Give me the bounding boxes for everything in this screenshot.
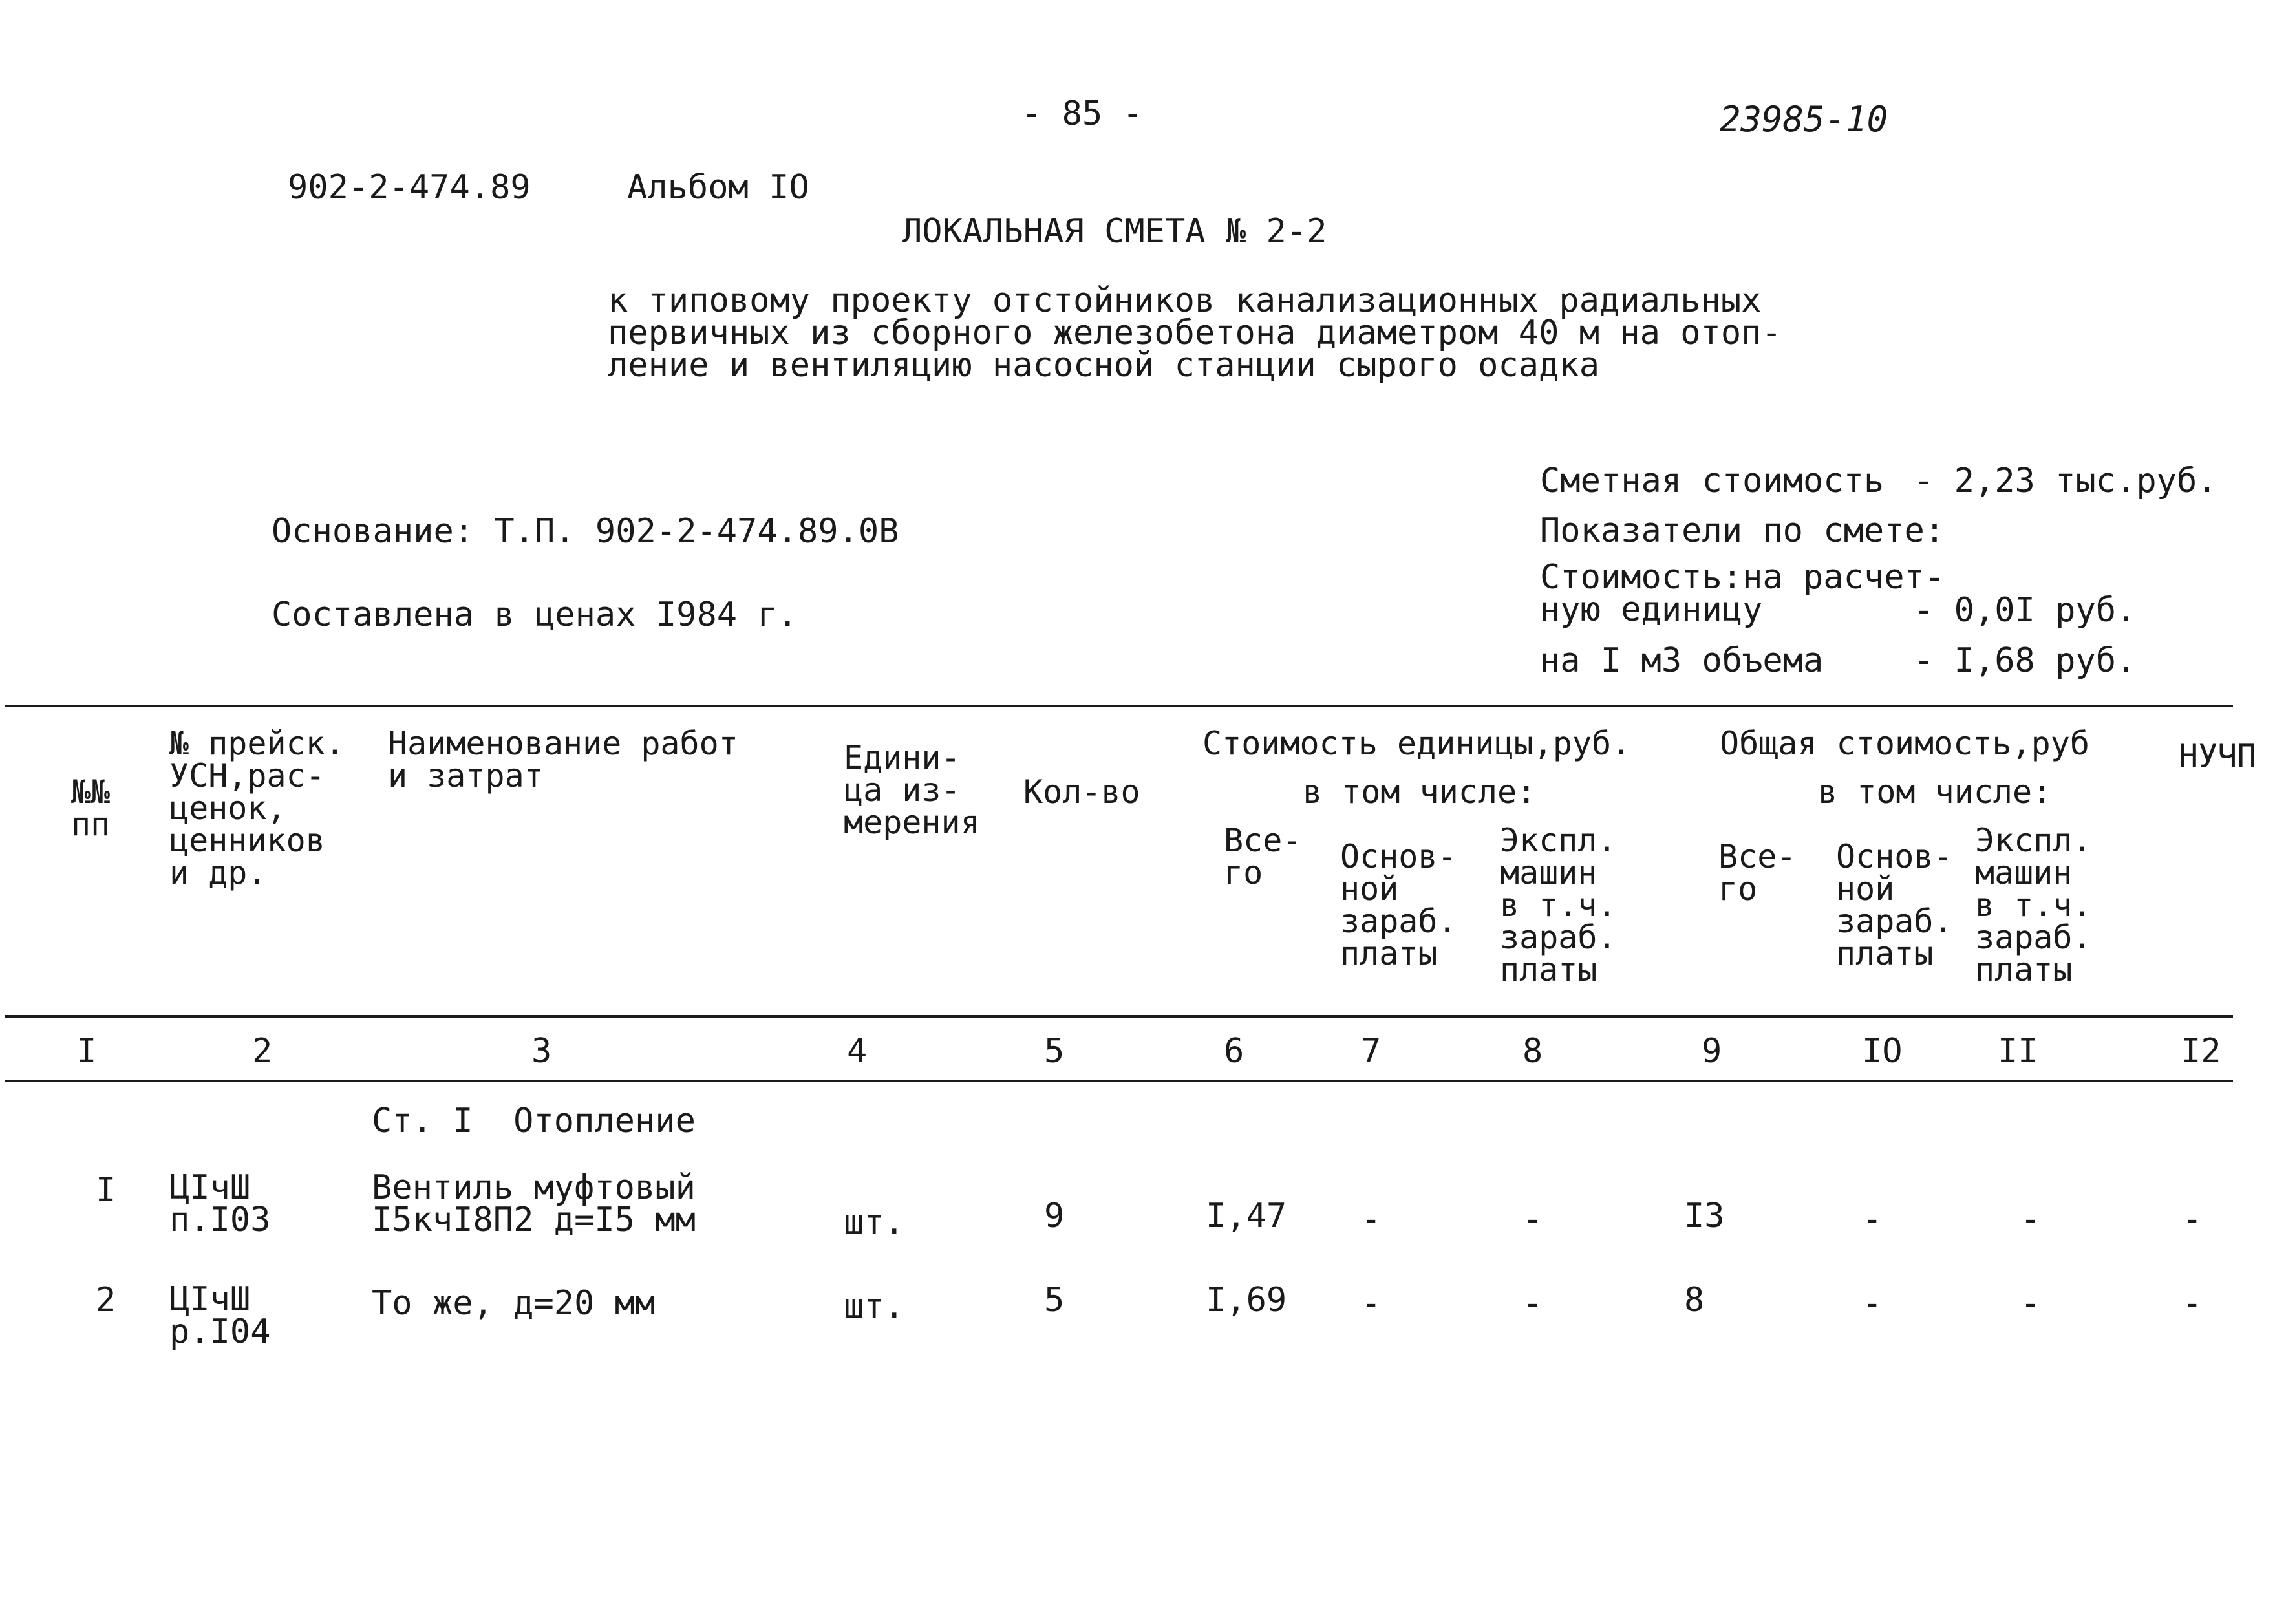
- row-price-ref: ЦIчШ р.I04: [169, 1280, 271, 1351]
- unit-cost-label: Стоимость:на расчет- ную единицу: [1540, 558, 1945, 629]
- column-number: 9: [1702, 1032, 1722, 1071]
- header-quantity: Кол-во: [1023, 773, 1140, 811]
- estimate-cost-label: Сметная стоимость: [1540, 462, 1885, 500]
- indicators-label: Показатели по смете:: [1540, 511, 1945, 550]
- header-unit-wage: Основ- ной зараб. платы: [1340, 838, 1457, 972]
- column-number: I2: [2181, 1032, 2221, 1071]
- row-quantity: 5: [1044, 1281, 1065, 1320]
- page-subtitle: к типовому проекту отстойников канализационных радиальных первичных из сборного железобетона диаметром 40 м на отоп- ление и вентиляцию насосной станции сырого осадка: [608, 281, 1782, 385]
- header-work-name: Наименование работ и затрат: [388, 725, 738, 795]
- column-number: 6: [1224, 1032, 1244, 1071]
- header-price-ref: № прейск. УСН,рас- ценок, ценников и др.: [169, 725, 345, 892]
- row-total: I3: [1684, 1197, 1725, 1235]
- header-unit-cost-group: Стоимость единицы,руб.: [1202, 725, 1631, 762]
- unit-cost-value: - 0,0I руб.: [1914, 591, 2137, 630]
- table-header-rule: [5, 1015, 2233, 1018]
- table-top-rule: [5, 705, 2233, 707]
- column-number: 8: [1522, 1032, 1543, 1071]
- header-unit-total: Все- го: [1224, 822, 1302, 892]
- album-label: Альбом IO: [627, 168, 809, 207]
- volume-cost-value: - I,68 руб.: [1914, 641, 2137, 680]
- estimate-cost-value: - 2,23 тыс.руб.: [1914, 462, 2217, 500]
- header-nuchp: НУЧП: [2179, 738, 2257, 775]
- row-price-ref: ЦIчШ п.I03: [169, 1168, 271, 1239]
- header-total-cost-including: в том числе:: [1818, 773, 2052, 811]
- row-total-machine: -: [2020, 1284, 2041, 1323]
- row-unit-machine: -: [1522, 1200, 1543, 1239]
- row-unit: шт.: [844, 1203, 904, 1242]
- page-title: ЛОКАЛЬНАЯ СМЕТА № 2-2: [902, 212, 1327, 251]
- column-number: 5: [1044, 1032, 1065, 1071]
- header-total-machine: Экспл. машин в т.ч. зараб. платы: [1975, 822, 2092, 988]
- header-unit: Едини- ца из- мерения: [844, 739, 980, 841]
- page-number: - 85 -: [1021, 94, 1143, 133]
- row-number: I: [96, 1171, 116, 1210]
- row-total-machine: -: [2020, 1200, 2041, 1239]
- header-total-cost-group: Общая стоимость,руб: [1720, 725, 2089, 762]
- row-work-name: Вентиль муфтовый I5кчI8П2 д=I5 мм: [372, 1168, 696, 1239]
- row-unit-total: I,69: [1206, 1281, 1287, 1320]
- row-unit-wage: -: [1361, 1200, 1382, 1239]
- column-number: I: [76, 1032, 97, 1071]
- volume-cost-label: на I м3 объема: [1540, 641, 1824, 680]
- column-number: II: [1998, 1032, 2038, 1071]
- column-number: 7: [1361, 1032, 1382, 1071]
- row-unit-total: I,47: [1206, 1197, 1287, 1235]
- document-code: 23985-10: [1720, 99, 1888, 140]
- header-total-wage: Основ- ной зараб. платы: [1836, 838, 1953, 972]
- row-nuchp: -: [2182, 1200, 2203, 1239]
- column-number: 4: [847, 1032, 868, 1071]
- column-number: 3: [531, 1032, 552, 1071]
- row-number: 2: [96, 1281, 116, 1320]
- row-nuchp: -: [2182, 1284, 2203, 1323]
- column-number: IO: [1862, 1032, 1903, 1071]
- project-code: 902-2-474.89: [288, 168, 531, 207]
- column-number: 2: [252, 1032, 273, 1071]
- header-row-number: №№ пп: [71, 773, 111, 843]
- row-work-name: То же, д=20 мм: [372, 1284, 656, 1323]
- row-quantity: 9: [1044, 1197, 1065, 1235]
- header-unit-machine: Экспл. машин в т.ч. зараб. платы: [1500, 822, 1617, 988]
- table-colnum-rule: [5, 1080, 2233, 1082]
- basis-text: Основание: Т.П. 902-2-474.89.0В: [272, 512, 899, 551]
- row-unit-machine: -: [1522, 1284, 1543, 1323]
- row-unit: шт.: [844, 1287, 904, 1326]
- header-unit-cost-including: в том числе:: [1303, 773, 1537, 811]
- row-total: 8: [1684, 1281, 1705, 1320]
- prices-year-text: Составлена в ценах I984 г.: [272, 595, 798, 634]
- header-total: Все- го: [1718, 838, 1797, 908]
- row-total-wage: -: [1862, 1284, 1883, 1323]
- section-title: Ст. I Отопление: [372, 1102, 696, 1140]
- row-unit-wage: -: [1361, 1284, 1382, 1323]
- row-total-wage: -: [1862, 1200, 1883, 1239]
